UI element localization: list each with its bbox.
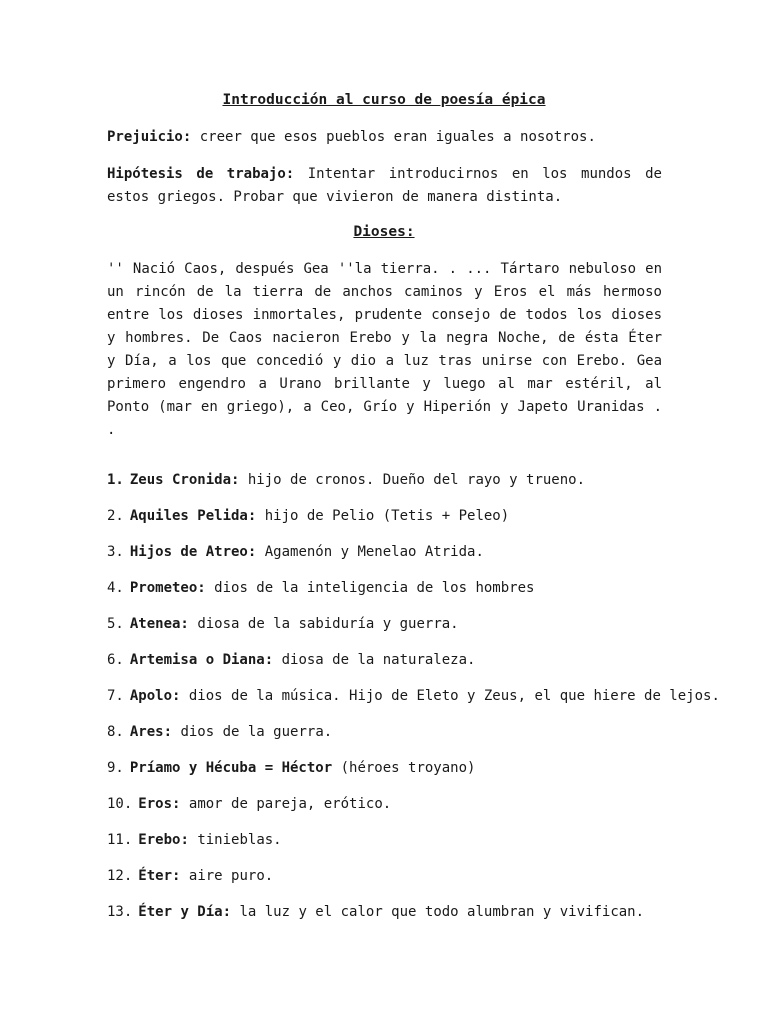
prejuicio-paragraph (107, 126, 662, 149)
item-name: Artemisa o Diana: (129, 652, 274, 668)
item-number: 4. (107, 580, 124, 596)
list-item (107, 576, 667, 612)
item-number: 8. (107, 724, 124, 740)
gods-list (107, 468, 720, 936)
prejuicio-text: creer que esos pueblos eran iguales a nosotros. (199, 129, 596, 145)
list-item (107, 540, 667, 576)
item-description: dios de la inteligencia de los hombres (214, 580, 535, 596)
item-description: hijo de cronos. Dueño del rayo y trueno. (247, 472, 586, 488)
item-description: diosa de la sabiduría y guerra. (197, 616, 459, 632)
item-description: diosa de la naturaleza. (281, 652, 476, 668)
item-description: dios de la guerra. (180, 724, 333, 740)
item-description: tinieblas. (197, 832, 282, 848)
prejuicio-label: Prejuicio: (107, 129, 192, 145)
item-name: Hijos de Atreo: (129, 544, 257, 560)
hipotesis-paragraph (107, 163, 662, 209)
item-number: 9. (107, 760, 124, 776)
item-description: Agamenón y Menelao Atrida. (264, 544, 484, 560)
item-name: Atenea: (129, 616, 189, 632)
item-description: amor de pareja, erótico. (188, 796, 392, 812)
dioses-heading: Dioses: (353, 224, 415, 240)
item-number: 6. (107, 652, 124, 668)
hipotesis-text: Intentar introducirnos en los mundos de estos griegos. Probar que vivieron de manera distinta. (107, 166, 662, 205)
list-item (107, 828, 667, 864)
item-name: Aquiles Pelida: (129, 508, 257, 524)
item-number: 5. (107, 616, 124, 632)
list-item (107, 720, 667, 756)
item-description: la luz y el calor que todo alumbran y vivifican. (239, 904, 645, 920)
item-name: Éter: (138, 868, 181, 884)
item-name: Apolo: (129, 688, 181, 704)
list-item (107, 756, 667, 792)
list-item (107, 468, 667, 504)
list-item (107, 504, 667, 540)
item-name: Éter y Día: (138, 904, 232, 920)
item-name: Zeus Cronida: (129, 472, 240, 488)
item-number: 13. (107, 904, 133, 920)
list-item (107, 900, 667, 936)
item-name: Erebo: (138, 832, 189, 848)
dioses-quote: '' Nació Caos, después Gea ''la tierra. . ... Tártaro nebuloso en un rincón de la tierra de anchos caminos y Eros el más hermoso entre los dioses inmortales, prudente consejo de todos los dioses y hombres. De Caos nacieron Erebo y la negra Noche, de ésta Éter y Día, a los que concedió y dio a luz tras unirse con Erebo. Gea primero engendro a Urano brillante y luego al mar estéril, al Ponto (mar en griego), a Ceo, Grío y Hiperión y Japeto Uranidas . . (107, 261, 662, 438)
item-name: Prometeo: (129, 580, 206, 596)
item-description: (héroes troyano) (340, 760, 476, 776)
item-description: aire puro. (188, 868, 274, 884)
hipotesis-label: Hipótesis de trabajo: (107, 166, 295, 182)
list-item (107, 684, 720, 720)
item-number: 3. (107, 544, 124, 560)
list-item (107, 864, 667, 900)
item-name: Eros: (138, 796, 181, 812)
item-number: 1. (107, 472, 124, 488)
document-title: Introducción al curso de poesía épica (222, 92, 546, 108)
list-item (107, 648, 667, 684)
item-description: hijo de Pelio (Tetis + Peleo) (264, 508, 510, 524)
item-number: 11. (107, 832, 133, 848)
list-item (107, 792, 667, 828)
item-description: dios de la música. Hijo de Eleto y Zeus, el que hiere de lejos. (188, 688, 720, 704)
item-name: Ares: (129, 724, 173, 740)
item-name: Príamo y Hécuba = Héctor (129, 760, 333, 776)
item-number: 2. (107, 508, 124, 524)
item-number: 12. (107, 868, 133, 884)
list-item (107, 612, 667, 648)
item-number: 10. (107, 796, 133, 812)
item-number: 7. (107, 688, 124, 704)
